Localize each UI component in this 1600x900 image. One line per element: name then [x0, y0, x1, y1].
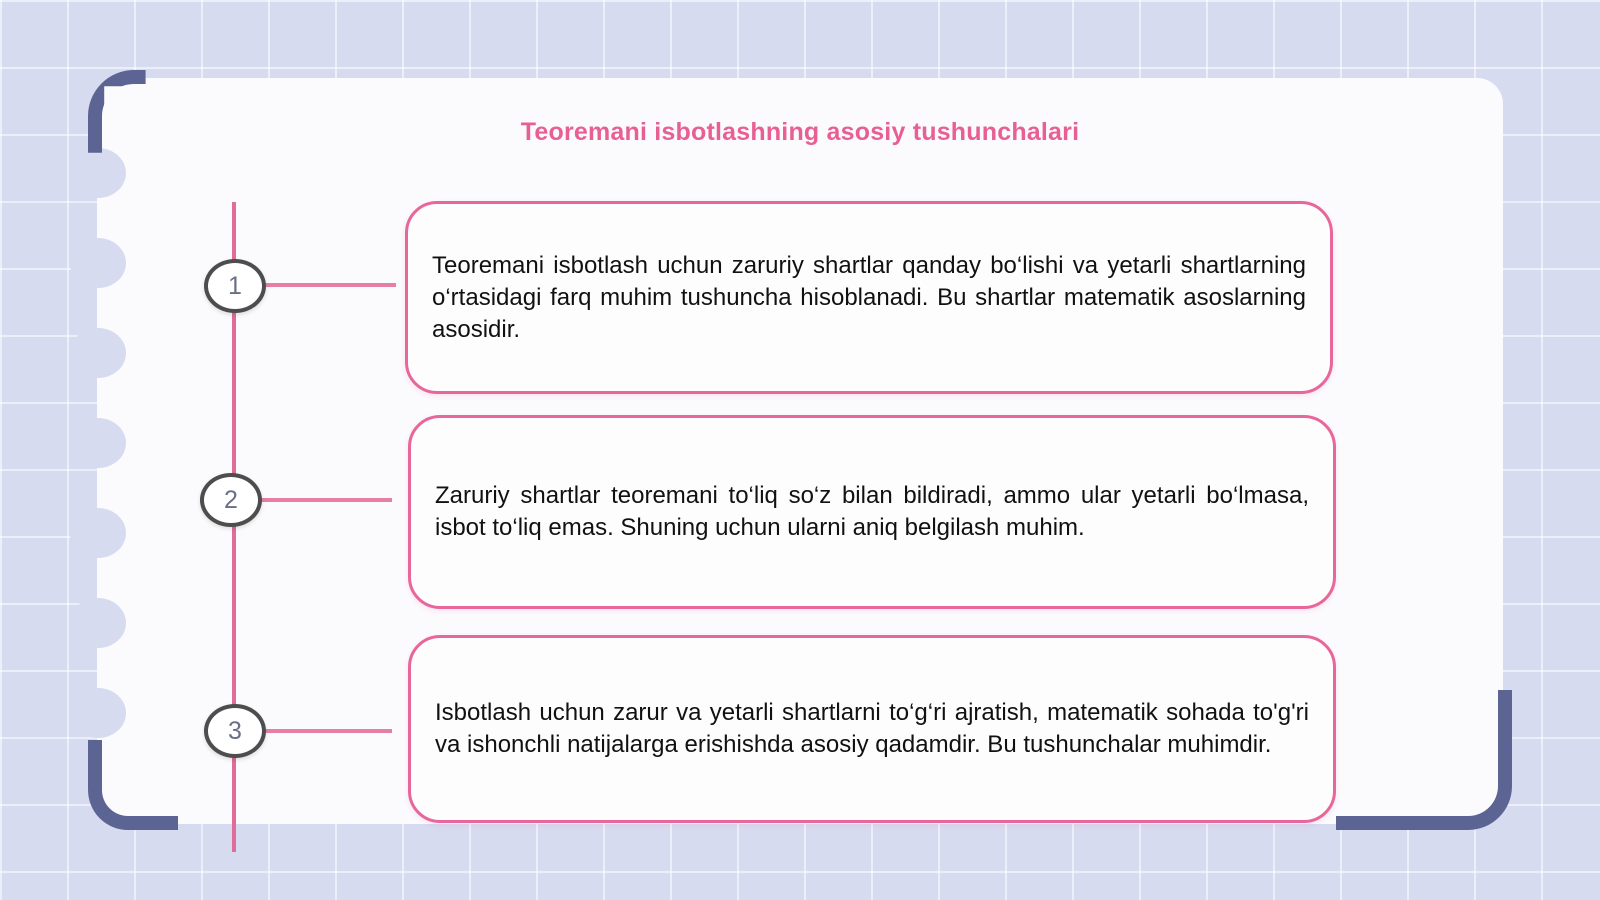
- step-card-text: Isbotlash uchun zarur va yetarli shartlarni to‘g‘ri ajratish, matematik sohada to'g'ri va ishonchli natijalarga erishishda asosiy qadamdir. Bu tushunchalar muhimdir.: [435, 699, 1309, 758]
- paper-scallop: [70, 238, 126, 288]
- step-connector: [266, 729, 392, 733]
- paper-scallop: [70, 148, 126, 198]
- step-number-3: 3: [204, 704, 266, 758]
- step-card-text: Zaruriy shartlar teoremani to‘liq so‘z bilan bildiradi, ammo ular yetarli bo‘lmasa, isbot to‘liq emas. Shuning uchun ularni aniq belgilash muhim.: [435, 482, 1309, 541]
- corner-bracket-bottom-left: [88, 740, 178, 830]
- step-card-1: [405, 201, 1333, 394]
- paper-scallop: [70, 418, 126, 468]
- step-card-text: Teoremani isbotlash uchun zaruriy shartlar qanday bo‘lishi va yetarli shartlarning o‘rtasidagi farq muhim tushuncha hisoblanadi. Bu shartlar matematik asoslarning asosidir.: [432, 251, 1306, 343]
- paper-scallop: [70, 508, 126, 558]
- paper-scallop: [70, 328, 126, 378]
- step-connector: [262, 498, 392, 502]
- step-card-3: [408, 635, 1336, 823]
- step-card-2: [408, 415, 1336, 609]
- step-number-1: 1: [204, 259, 266, 313]
- step-connector: [266, 283, 396, 287]
- corner-bracket-bottom-right: [1336, 690, 1512, 830]
- slide-title: Teoremani isbotlashning asosiy tushunchalari: [520, 118, 1080, 146]
- step-number-2: 2: [200, 473, 262, 527]
- paper-scallop: [70, 598, 126, 648]
- paper-scallop: [70, 688, 126, 738]
